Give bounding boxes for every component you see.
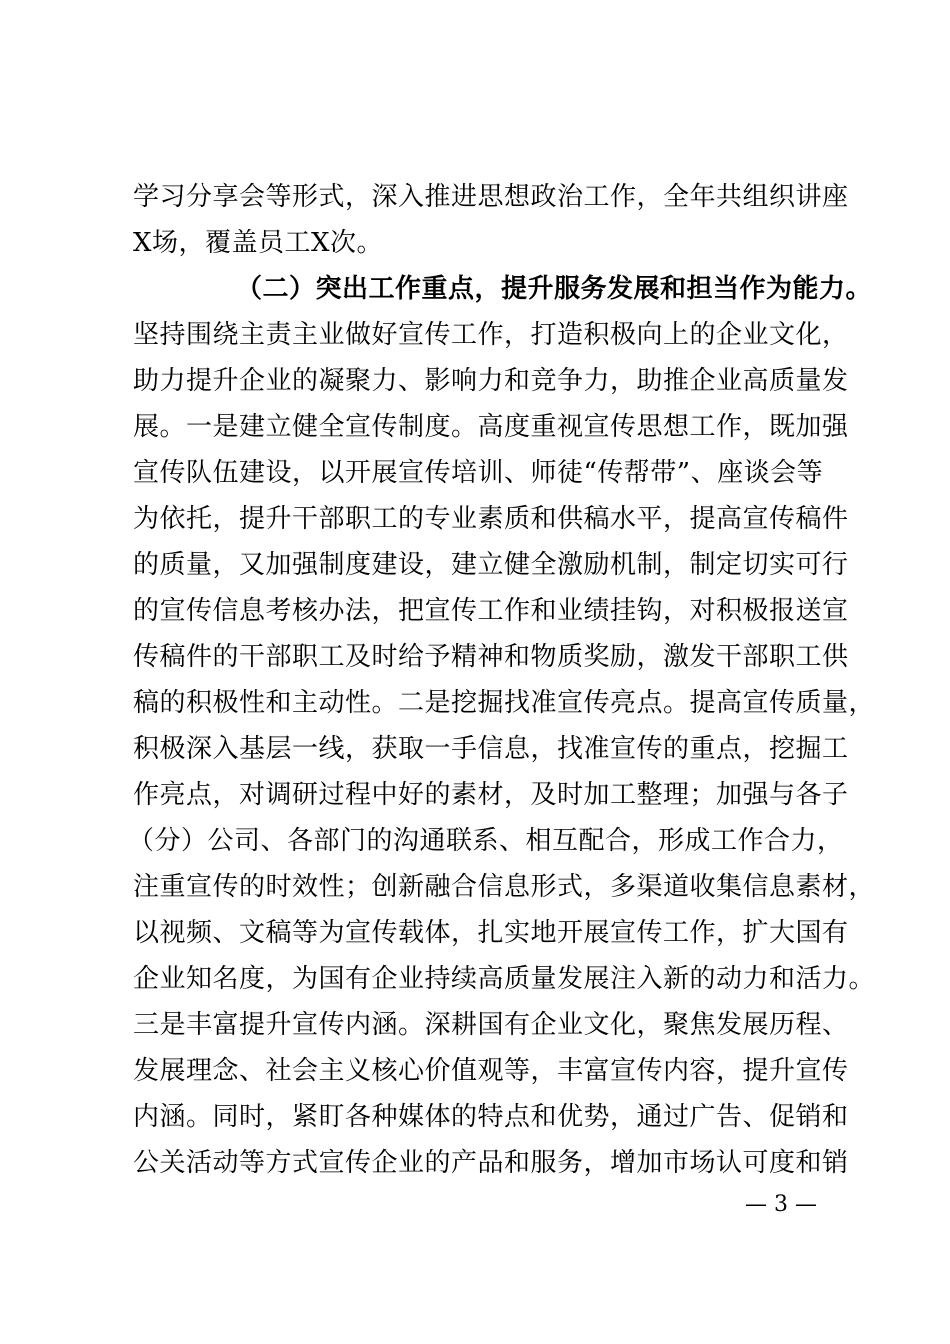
body-text-line: 公关活动等方式宣传企业的产品和服务，增加市场认可度和销	[133, 1148, 849, 1178]
body-text-line: 宣传队伍建设，以开展宣传培训、师徒“传帮带”、座谈会等	[133, 458, 824, 488]
body-text-line: 学习分享会等形式，深入推进思想政治工作，全年共组织讲座	[133, 182, 849, 212]
body-text-line: 作亮点，对调研过程中好的素材，及时加工整理；加强与各子	[133, 780, 849, 810]
body-text-line: 的质量，又加强制度建设，建立健全激励机制，制定切实可行	[133, 550, 849, 580]
body-text-line: 企业知名度，为国有企业持续高质量发展注入新的动力和活力。	[133, 964, 876, 994]
body-text-line: 展。一是建立健全宣传制度。高度重视宣传思想工作，既加强	[133, 412, 849, 442]
body-text-line: 积极深入基层一线，获取一手信息，找准宣传的重点，挖掘工	[133, 734, 849, 764]
body-text-line: 内涵。同时，紧盯各种媒体的特点和优势，通过广告、促销和	[133, 1102, 849, 1132]
body-text-line: 助力提升企业的凝聚力、影响力和竞争力，助推企业高质量发	[133, 366, 849, 396]
body-text-line: 三是丰富提升宣传内涵。深耕国有企业文化，聚焦发展历程、	[133, 1010, 849, 1040]
body-text-line: 传稿件的干部职工及时给予精神和物质奖励，激发干部职工供	[133, 642, 849, 672]
page-number: — 3 —	[745, 1192, 817, 1217]
section-heading: （二）突出工作重点，提升服务发展和担当作为能力。	[236, 274, 873, 304]
body-text-line: 稿的积极性和主动性。二是挖掘找准宣传亮点。提高宣传质量，	[133, 688, 876, 718]
body-text-line: 为依托，提升干部职工的专业素质和供稿水平，提高宣传稿件	[133, 504, 849, 534]
body-text-line: X场，覆盖员工X次。	[133, 228, 384, 258]
body-text-line: 坚持围绕主责主业做好宣传工作，打造积极向上的企业文化，	[133, 320, 849, 350]
body-text-line: 发展理念、社会主义核心价值观等，丰富宣传内容，提升宣传	[133, 1056, 849, 1086]
body-text-line: 注重宣传的时效性；创新融合信息形式，多渠道收集信息素材，	[133, 872, 876, 902]
body-text-line: 的宣传信息考核办法，把宣传工作和业绩挂钩，对积极报送宣	[133, 596, 849, 626]
body-text-line: 以视频、文稿等为宣传载体，扎实地开展宣传工作，扩大国有	[133, 918, 849, 948]
body-text-line: （分）公司、各部门的沟通联系、相互配合，形成工作合力，	[128, 826, 844, 856]
